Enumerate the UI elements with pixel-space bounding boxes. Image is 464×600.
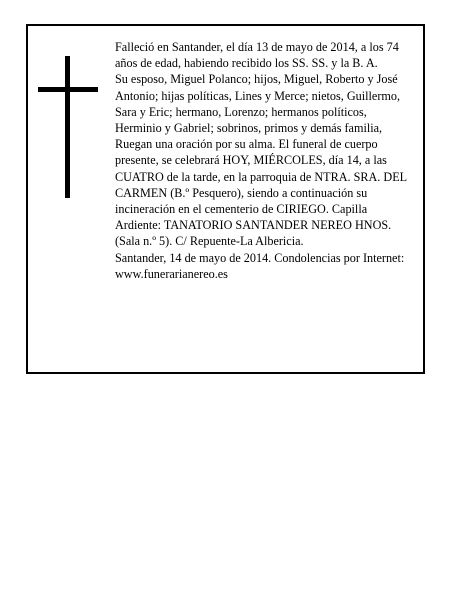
- obituary-text: [115, 39, 415, 282]
- death-announcement: Falleció en Santander, el día 13 de mayo de 2014, a los 74 años de edad, habiendo recibido los SS. SS. y la B. A.: [115, 40, 399, 71]
- cross-horizontal-bar: [38, 87, 98, 92]
- cross-vertical-bar: [65, 56, 70, 198]
- family-list: Su esposo, Miguel Polanco; hijos, Miguel, Roberto y José Antonio; hijas políticas, Lines y Merce; nietos, Guillermo, Sara y Eric; hermano, Lorenzo; hermanos políticos, Herminio y Gabriel; sobrinos, primos y demás familia,: [115, 72, 401, 136]
- latin-cross-icon: [38, 56, 98, 198]
- date-and-condolences: Santander, 14 de mayo de 2014. Condolencias por Internet: www.funerarianereo.es: [115, 250, 405, 281]
- obituary-notice: [26, 24, 425, 374]
- funeral-details: Ruegan una oración por su alma. El funeral de cuerpo presente, se celebrará HOY, MIÉRCOLES, día 14, a las CUATRO de la tarde, en la parroquia de NTRA. SRA. DEL CARMEN (B.º Pesquero), siendo a continuación su incineración en el cementerio de CIRIEGO. Capilla Ardiente: TANATORIO SANTANDER NEREO HNOS. (Sala n.º 5). C/ Repuente-La Albericia.: [115, 137, 407, 249]
